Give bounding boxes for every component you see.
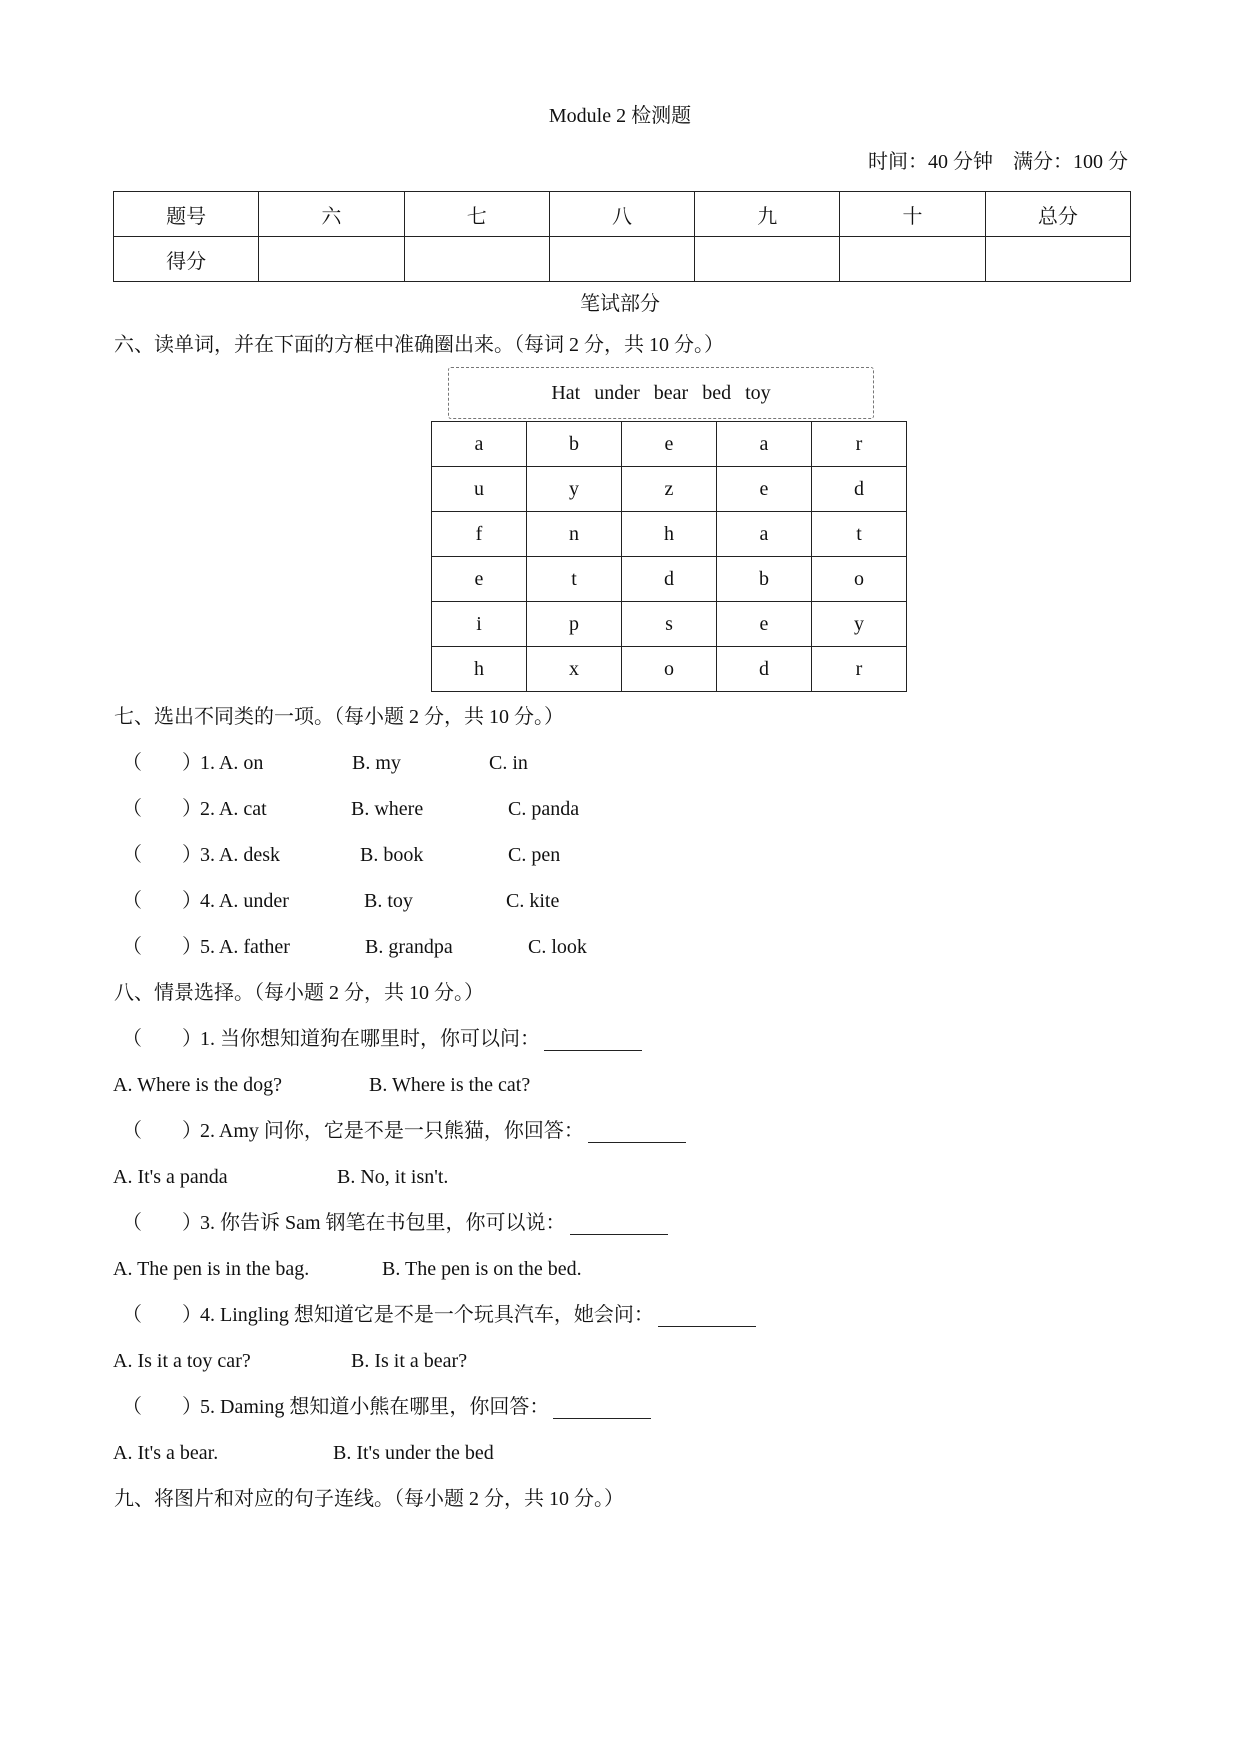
letter-cell[interactable]: s xyxy=(622,602,717,647)
option-b: B. Where is the cat? xyxy=(369,1074,531,1096)
answer-paren[interactable]: （ ） xyxy=(122,1304,202,1326)
score-cell[interactable] xyxy=(404,237,549,282)
answer-paren[interactable]: （ ） xyxy=(122,1396,202,1418)
letter-cell[interactable]: a xyxy=(717,512,812,557)
option-a: A. It's a panda xyxy=(113,1166,228,1188)
score-header-cell: 七 xyxy=(404,192,549,237)
scenario-question xyxy=(200,1303,756,1327)
answer-paren[interactable]: （ ） xyxy=(122,1120,202,1142)
option-c: C. kite xyxy=(506,890,560,912)
score-header-cell: 总分 xyxy=(985,192,1130,237)
letter-cell[interactable]: y xyxy=(812,602,907,647)
word: toy xyxy=(745,381,771,404)
score-cell[interactable] xyxy=(259,237,404,282)
score-cell[interactable] xyxy=(840,237,985,282)
word-box xyxy=(448,367,874,419)
section8-heading: 八、情景选择。（每小题 2 分，共 10 分。） xyxy=(114,982,484,1004)
letter-cell[interactable]: t xyxy=(812,512,907,557)
letter-cell[interactable]: b xyxy=(527,422,622,467)
letter-cell[interactable]: r xyxy=(812,647,907,692)
letter-cell[interactable]: d xyxy=(812,467,907,512)
page-title: Module 2 检测题 xyxy=(548,105,692,127)
score-table xyxy=(113,191,1131,282)
letter-cell[interactable]: e xyxy=(717,467,812,512)
option-b: B. book xyxy=(360,844,424,866)
section6-heading: 六、读单词，并在下面的方框中准确圈出来。（每词 2 分，共 10 分。） xyxy=(114,334,724,356)
letter-cell[interactable]: b xyxy=(717,557,812,602)
letter-cell[interactable]: a xyxy=(717,422,812,467)
answer-paren[interactable]: （ ） xyxy=(122,752,202,774)
option-a: 2. A. cat xyxy=(200,798,267,820)
score-header-cell: 十 xyxy=(840,192,985,237)
answer-paren[interactable]: （ ） xyxy=(122,936,202,958)
option-a: 3. A. desk xyxy=(200,844,280,866)
answer-blank[interactable] xyxy=(588,1122,686,1143)
letter-cell[interactable]: p xyxy=(527,602,622,647)
score-header-cell: 题号 xyxy=(114,192,259,237)
answer-blank[interactable] xyxy=(544,1030,642,1051)
letter-cell[interactable]: h xyxy=(622,512,717,557)
option-a: 1. A. on xyxy=(200,752,264,774)
scenario-question xyxy=(200,1027,642,1051)
option-b: B. my xyxy=(352,752,401,774)
letter-cell[interactable]: f xyxy=(432,512,527,557)
section9-heading: 九、将图片和对应的句子连线。（每小题 2 分，共 10 分。） xyxy=(114,1488,624,1510)
letter-cell[interactable]: e xyxy=(622,422,717,467)
letter-grid xyxy=(431,421,907,692)
option-b: B. The pen is on the bed. xyxy=(382,1258,582,1280)
letter-cell[interactable]: d xyxy=(717,647,812,692)
answer-blank[interactable] xyxy=(553,1398,651,1419)
letter-grid-row xyxy=(432,602,907,647)
letter-cell[interactable]: x xyxy=(527,647,622,692)
word: Hat xyxy=(551,381,581,404)
letter-cell[interactable]: i xyxy=(432,602,527,647)
option-a: A. The pen is in the bag. xyxy=(113,1258,310,1280)
letter-cell[interactable]: u xyxy=(432,467,527,512)
letter-cell[interactable]: o xyxy=(812,557,907,602)
time-info: 时间：40 分钟 满分：100 分 xyxy=(868,151,1128,173)
written-part-label: 笔试部分 xyxy=(580,293,660,315)
option-c: C. in xyxy=(489,752,528,774)
score-table-header-row xyxy=(114,192,1131,237)
letter-cell[interactable]: e xyxy=(717,602,812,647)
section7-heading: 七、选出不同类的一项。（每小题 2 分，共 10 分。） xyxy=(114,706,564,728)
score-cell[interactable] xyxy=(549,237,694,282)
answer-blank[interactable] xyxy=(658,1306,756,1327)
scenario-question xyxy=(200,1211,668,1235)
option-a: A. Where is the dog? xyxy=(113,1074,283,1096)
letter-grid-row xyxy=(432,422,907,467)
option-b: B. toy xyxy=(364,890,413,912)
letter-cell[interactable]: o xyxy=(622,647,717,692)
option-a: 4. A. under xyxy=(200,890,289,912)
answer-paren[interactable]: （ ） xyxy=(122,844,202,866)
option-c: C. panda xyxy=(508,798,580,820)
answer-blank[interactable] xyxy=(570,1214,668,1235)
letter-grid-row xyxy=(432,512,907,557)
letter-cell[interactable]: t xyxy=(527,557,622,602)
score-header-cell: 六 xyxy=(259,192,404,237)
option-c: C. pen xyxy=(508,844,561,866)
option-a: A. It's a bear. xyxy=(113,1442,219,1464)
score-header-cell: 九 xyxy=(695,192,840,237)
letter-cell[interactable]: y xyxy=(527,467,622,512)
answer-paren[interactable]: （ ） xyxy=(122,1028,202,1050)
letter-grid-row xyxy=(432,467,907,512)
score-cell[interactable] xyxy=(695,237,840,282)
option-b: B. It's under the bed xyxy=(333,1442,494,1464)
word: under xyxy=(594,381,640,404)
question-text: 1. 当你想知道狗在哪里时，你可以问： xyxy=(200,1028,540,1050)
answer-paren[interactable]: （ ） xyxy=(122,1212,202,1234)
question-text: 2. Amy 问你，它是不是一只熊猫，你回答： xyxy=(200,1120,584,1142)
letter-cell[interactable]: h xyxy=(432,647,527,692)
answer-paren[interactable]: （ ） xyxy=(122,798,202,820)
question-text: 4. Lingling 想知道它是不是一个玩具汽车，她会问： xyxy=(200,1304,654,1326)
score-table-score-row xyxy=(114,237,1131,282)
letter-cell[interactable]: z xyxy=(622,467,717,512)
letter-cell[interactable]: e xyxy=(432,557,527,602)
score-header-cell: 八 xyxy=(549,192,694,237)
letter-cell[interactable]: n xyxy=(527,512,622,557)
letter-cell[interactable]: r xyxy=(812,422,907,467)
question-text: 3. 你告诉 Sam 钢笔在书包里，你可以说： xyxy=(200,1212,566,1234)
option-b: B. No, it isn't. xyxy=(337,1166,449,1188)
option-a: 5. A. father xyxy=(200,936,290,958)
option-b: B. grandpa xyxy=(365,936,453,958)
option-c: C. look xyxy=(528,936,587,958)
answer-paren[interactable]: （ ） xyxy=(122,890,202,912)
letter-cell[interactable]: a xyxy=(432,422,527,467)
scenario-question xyxy=(200,1395,651,1419)
letter-cell[interactable]: d xyxy=(622,557,717,602)
option-a: A. Is it a toy car? xyxy=(113,1350,251,1372)
question-text: 5. Daming 想知道小熊在哪里，你回答： xyxy=(200,1396,550,1418)
letter-grid-row xyxy=(432,647,907,692)
letter-grid-row xyxy=(432,557,907,602)
word: bed xyxy=(702,381,732,404)
option-b: B. Is it a bear? xyxy=(351,1350,468,1372)
score-row-label: 得分 xyxy=(114,237,259,282)
score-cell[interactable] xyxy=(985,237,1130,282)
option-b: B. where xyxy=(351,798,424,820)
scenario-question xyxy=(200,1119,686,1143)
word: bear xyxy=(653,381,689,404)
